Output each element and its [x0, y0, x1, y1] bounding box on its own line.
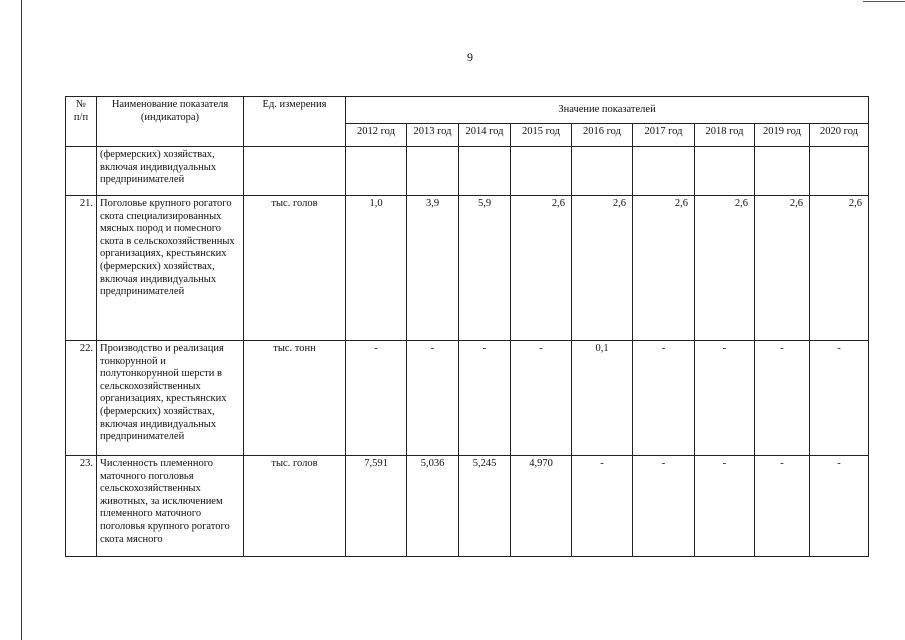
indicator-value: 2,6 — [695, 196, 755, 341]
indicator-value — [407, 147, 459, 196]
table-row — [66, 456, 869, 557]
indicator-value: - — [633, 456, 695, 557]
header-values-group: Значение показателей — [346, 97, 869, 124]
top-corner-rule — [863, 1, 905, 2]
indicator-value: 7,591 — [346, 456, 407, 557]
header-year: 2017 год — [633, 124, 695, 147]
unit-of-measure — [244, 147, 346, 196]
indicator-value: - — [346, 341, 407, 456]
unit-of-measure: тыс. тонн — [244, 341, 346, 456]
indicator-value: - — [755, 341, 810, 456]
indicator-name: (фермерских) хозяйствах, включая индивидуальных предпринимателей — [97, 147, 244, 196]
table-row — [66, 196, 869, 341]
row-number: 23. — [66, 456, 97, 557]
indicator-value: - — [695, 341, 755, 456]
indicator-value: 2,6 — [755, 196, 810, 341]
page-number: 9 — [467, 50, 473, 64]
header-year: 2019 год — [755, 124, 810, 147]
row-number: 22. — [66, 341, 97, 456]
table-body — [66, 147, 869, 557]
header-year: 2016 год — [572, 124, 633, 147]
header-row-main — [66, 97, 869, 124]
header-year: 2020 год — [810, 124, 869, 147]
header-year: 2015 год — [511, 124, 572, 147]
unit-of-measure: тыс. голов — [244, 196, 346, 341]
indicator-value: - — [810, 456, 869, 557]
unit-of-measure: тыс. голов — [244, 456, 346, 557]
header-year: 2013 год — [407, 124, 459, 147]
indicator-value — [695, 147, 755, 196]
indicator-value: 4,970 — [511, 456, 572, 557]
indicator-value: 0,1 — [572, 341, 633, 456]
header-year: 2012 год — [346, 124, 407, 147]
indicator-name: Численность племенного маточного поголовья сельскохозяйственных животных, за исключением племенного маточного поголовья крупного рогатого скота мясного — [97, 456, 244, 557]
row-number — [66, 147, 97, 196]
indicator-value — [459, 147, 511, 196]
indicators-table — [65, 96, 869, 557]
indicator-value: 5,245 — [459, 456, 511, 557]
indicator-value: 2,6 — [572, 196, 633, 341]
indicator-value — [572, 147, 633, 196]
indicator-value: 2,6 — [810, 196, 869, 341]
table-row — [66, 341, 869, 456]
table-row — [66, 147, 869, 196]
indicator-value: - — [459, 341, 511, 456]
header-number: № п/п — [66, 97, 97, 147]
indicator-value: 5,9 — [459, 196, 511, 341]
indicator-value: 3,9 — [407, 196, 459, 341]
indicator-name: Производство и реализация тонкорунной и полутонкорунной шерсти в сельскохозяйственных организациях, крестьянских (фермерских) хозяйствах, включая индивидуальных предпринимателей — [97, 341, 244, 456]
indicator-value: - — [633, 341, 695, 456]
indicator-value — [755, 147, 810, 196]
indicator-value — [346, 147, 407, 196]
indicator-value: 2,6 — [633, 196, 695, 341]
indicator-value: - — [511, 341, 572, 456]
indicator-value: - — [695, 456, 755, 557]
indicator-value: - — [407, 341, 459, 456]
indicator-value — [810, 147, 869, 196]
left-margin-rule — [21, 0, 22, 640]
header-year: 2018 год — [695, 124, 755, 147]
indicator-value: 5,036 — [407, 456, 459, 557]
header-unit: Ед. измерения — [244, 97, 346, 147]
indicator-name: Поголовье крупного рогатого скота специализированных мясных пород и помесного скота в сельскохозяйственных организациях, крестьянских (фермерских) хозяйствах, включая индивидуальных предпринимателей — [97, 196, 244, 341]
indicator-value: - — [810, 341, 869, 456]
indicator-value — [511, 147, 572, 196]
header-indicator-name: Наименование показателя (индикатора) — [97, 97, 244, 147]
indicator-value: 1,0 — [346, 196, 407, 341]
indicator-value — [633, 147, 695, 196]
indicator-value: - — [755, 456, 810, 557]
header-year: 2014 год — [459, 124, 511, 147]
indicator-value: 2,6 — [511, 196, 572, 341]
indicator-value: - — [572, 456, 633, 557]
row-number: 21. — [66, 196, 97, 341]
